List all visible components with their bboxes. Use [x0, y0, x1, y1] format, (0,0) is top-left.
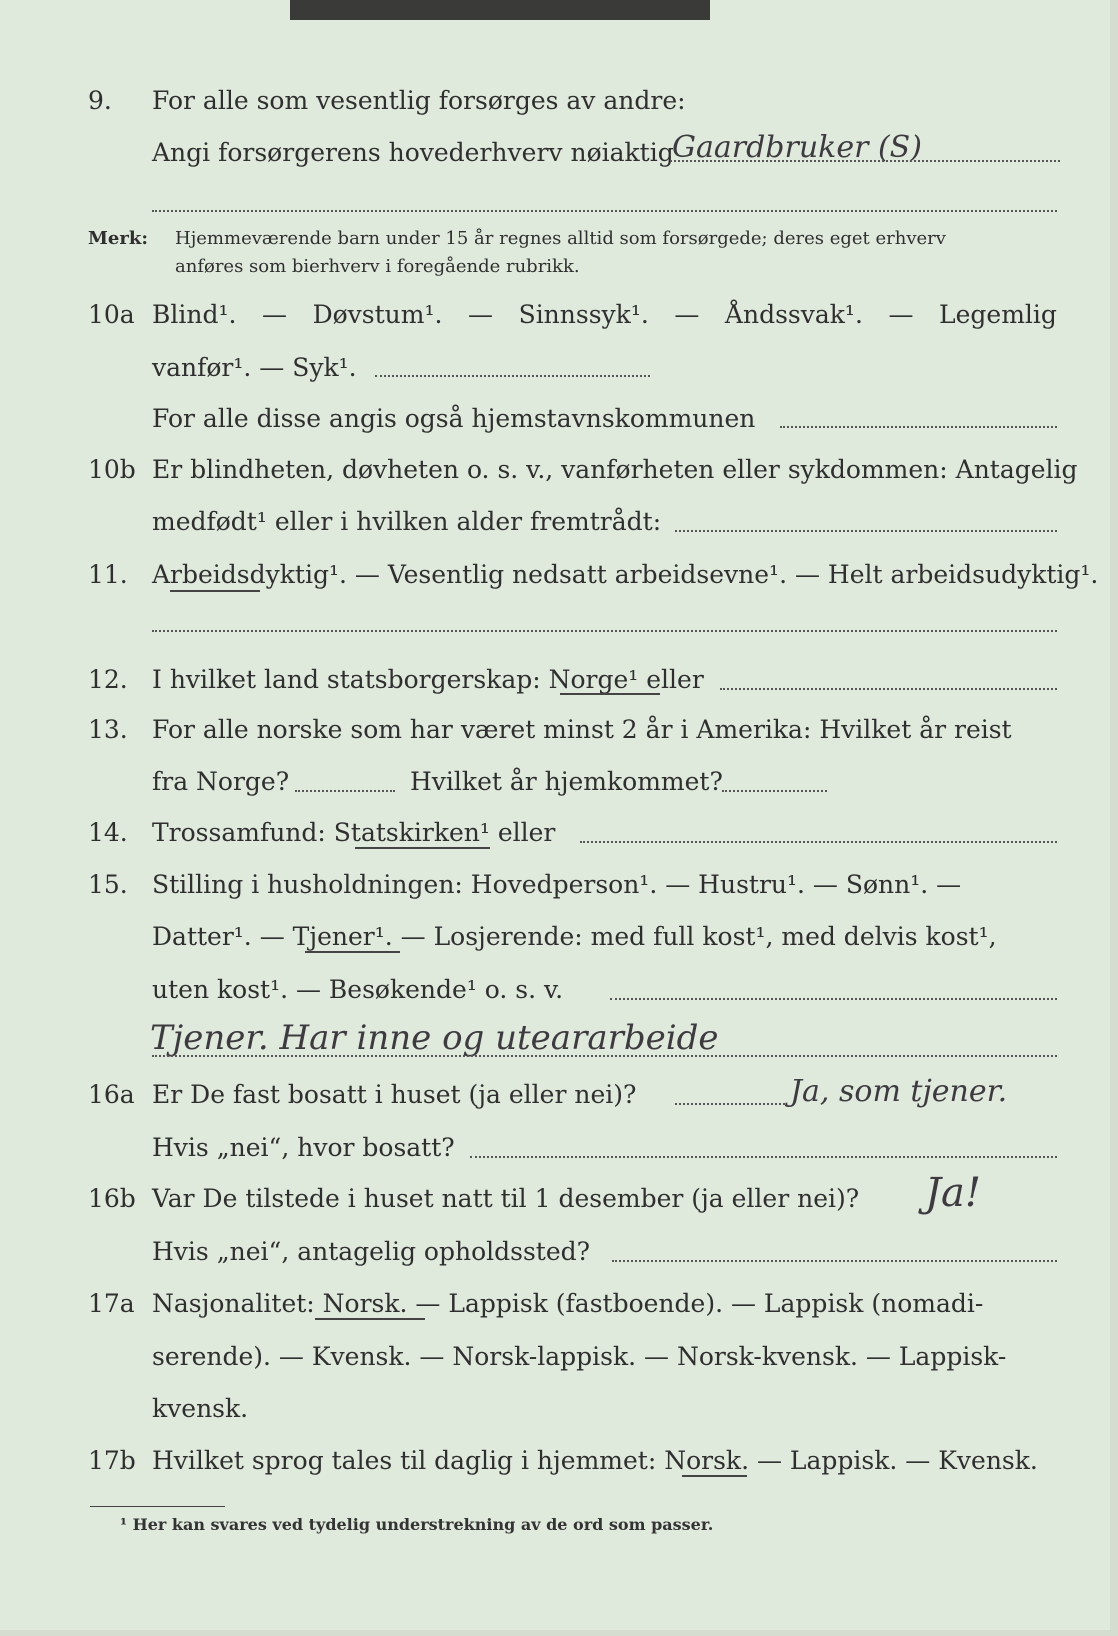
q14-underline [355, 847, 490, 849]
q12-dotline [720, 688, 1057, 690]
q10b-text: Er blindheten, døvheten o. s. v., vanførheten eller sykdommen: Antagelig [152, 455, 1078, 484]
q15-text: Stilling i husholdningen: Hovedperson¹. — Hustru¹. — Sønn¹. — [152, 870, 962, 899]
q11-underline [170, 590, 260, 592]
merk-text2: anføres som bierhverv i foregående rubrikk. [175, 256, 580, 277]
q16a-number: 16a [88, 1080, 135, 1109]
q13-dotline1 [295, 790, 395, 792]
q9-text2: Angi forsørgerens hovederhverv nøiaktig [152, 138, 674, 167]
q17a-number: 17a [88, 1289, 135, 1318]
option-legemlig: Legemlig [939, 300, 1057, 329]
q9-dotline [670, 160, 1060, 162]
q17a-text: Nasjonalitet: Norsk. — Lappisk (fastboende). — Lappisk (nomadi- [152, 1289, 984, 1318]
q17b-underline [682, 1475, 747, 1477]
dash: — [888, 300, 914, 329]
merk-label: Merk: [88, 228, 148, 249]
q17b-number: 17b [88, 1446, 136, 1475]
footnote: ¹ Her kan svares ved tydelig understrekning av de ord som passer. [120, 1515, 714, 1534]
q14-number: 14. [88, 818, 128, 847]
option-dovstum: Døvstum¹. [312, 300, 443, 329]
q12-number: 12. [88, 665, 128, 694]
q13-text2b: Hvilket år hjemkommet? [410, 767, 723, 796]
dash: — [468, 300, 493, 329]
q9-answer: Gaardbruker (S) [672, 130, 922, 165]
option-blind: Blind¹. [152, 300, 237, 329]
dash: — [262, 300, 287, 329]
q9-dotline2 [152, 210, 1057, 212]
merk-text: Hjemmeværende barn under 15 år regnes alltid som forsørgede; deres eget erhverv [175, 228, 946, 249]
q11-text: Arbeidsdyktig¹. — Vesentlig nedsatt arbeidsevne¹. — Helt arbeidsudyktig¹. [152, 560, 1099, 589]
scan-edge [290, 0, 710, 20]
q16a-answer: Ja, som tjener. [790, 1074, 1008, 1109]
q16b-text2: Hvis „nei“, antagelig opholdssted? [152, 1237, 591, 1266]
q10b-number: 10b [88, 455, 136, 484]
dash: — [674, 300, 700, 329]
q13-text: For alle norske som har været minst 2 år i Amerika: Hvilket år reist [152, 715, 1012, 744]
q10b-dotline [675, 530, 1057, 532]
q10a-text3: For alle disse angis også hjemstavnskommunen [152, 404, 756, 433]
q9-number: 9. [88, 86, 112, 115]
q15-answer: Tjener. Har inne og uteararbeide [150, 1018, 719, 1058]
q13-dotline2 [722, 790, 827, 792]
option-andssvak: Åndssvak¹. [724, 300, 863, 329]
q15-text2: Datter¹. — Tjener¹. — Losjerende: med full kost¹, med delvis kost¹, [152, 922, 997, 951]
q15-dotline [610, 998, 1057, 1000]
q16b-number: 16b [88, 1184, 136, 1213]
q16a-dotline2 [470, 1156, 1057, 1158]
q10a-text2: vanfør¹. — Syk¹. [152, 353, 357, 382]
q16a-text2: Hvis „nei“, hvor bosatt? [152, 1133, 455, 1162]
q15-number: 15. [88, 870, 128, 899]
q10a-number: 10a [88, 300, 135, 329]
q15-underline [305, 951, 400, 953]
q16b-text: Var De tilstede i huset natt til 1 desember (ja eller nei)? [152, 1184, 860, 1213]
q16a-text: Er De fast bosatt i huset (ja eller nei)? [152, 1080, 637, 1109]
q12-underline [560, 693, 660, 695]
q9-text: For alle som vesentlig forsørges av andre: [152, 86, 686, 115]
option-sinnssyk: Sinnssyk¹. [518, 300, 649, 329]
q10a-options [152, 300, 1057, 329]
q16b-answer: Ja! [925, 1170, 981, 1216]
q10b-text2: medfødt¹ eller i hvilken alder fremtrådt: [152, 507, 662, 536]
q17a-text2: serende). — Kvensk. — Norsk-lappisk. — Norsk-kvensk. — Lappisk- [152, 1342, 1007, 1371]
q11-dotline [152, 630, 1057, 632]
q14-dotline [580, 841, 1057, 843]
q16b-dotline [612, 1260, 1057, 1262]
q10a-dotline2 [780, 426, 1057, 428]
q15-dotline2 [152, 1055, 1057, 1057]
q10a-dotline [375, 375, 650, 377]
q13-text2a: fra Norge? [152, 767, 290, 796]
q13-number: 13. [88, 715, 128, 744]
q17a-text3: kvensk. [152, 1394, 249, 1423]
q17b-text: Hvilket sprog tales til daglig i hjemmet: Norsk. — Lappisk. — Kvensk. [152, 1446, 1038, 1475]
q17a-underline [315, 1318, 425, 1320]
q15-text3: uten kost¹. — Besøkende¹ o. s. v. [152, 975, 564, 1004]
q14-text: Trossamfund: Statskirken¹ eller [152, 818, 556, 847]
footnote-rule [90, 1506, 225, 1507]
q12-text: I hvilket land statsborgerskap: Norge¹ eller [152, 665, 704, 694]
q11-number: 11. [88, 560, 128, 589]
q16a-dotline [675, 1103, 785, 1105]
